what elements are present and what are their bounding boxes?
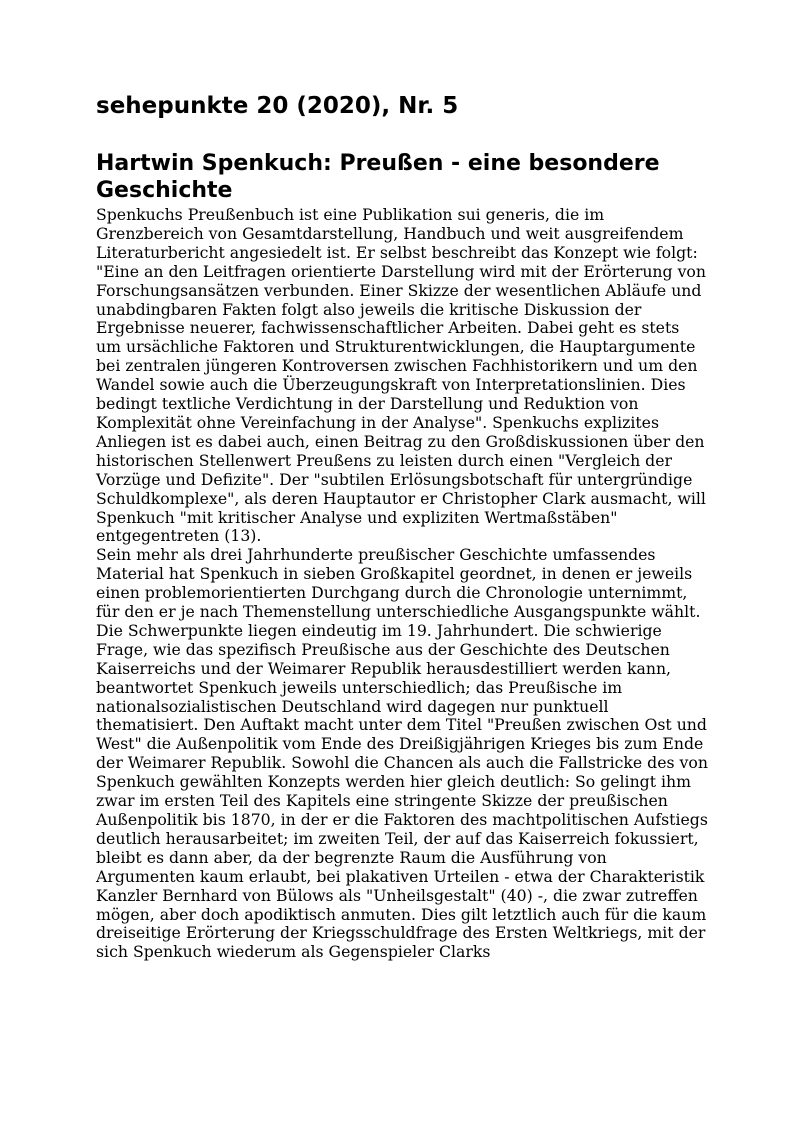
journal-issue-heading: sehepunkte 20 (2020), Nr. 5 [96,93,459,119]
article-title: Hartwin Spenkuch: Preußen - eine besondere Geschichte [96,151,660,203]
body-paragraph-1: Spenkuchs Preußenbuch ist eine Publikation sui generis, die im Grenzbereich von Gesamtdarstellung, Handbuch und weit ausgreifendem Literaturbericht angesiedelt ist. Er selbst beschreibt das Konzept wie folgt: "Eine an den Leitfragen orientierte Darstellung wird mit der Erörterung von Forschungsansätzen verbunden. Einer Skizze der wesentlichen Abläufe und unabdingbaren Fakten folgt also jeweils die kritische Diskussion der Ergebnisse neuerer, fachwissenschaftlicher Arbeiten. Dabei geht es stets um ursächliche Faktoren und Strukturentwicklungen, die Hauptargumente bei zentralen jüngeren Kontroversen zwischen Fachhistorikern und um den Wandel sowie auch die Überzeugungskraft von Interpretationslinien. Dies bedingt textliche Verdichtung in der Darstellung und Reduktion von Komplexität ohne Vereinfachung in der Analyse". Spenkuchs explizites Anliegen ist es dabei auch, einen Beitrag zu den Großdiskussionen über den historischen Stellenwert Preußens zu leisten durch einen "Vergleich der Vorzüge und Defizite". Der "subtilen Erlösungsbotschaft für untergründige Schuldkomplexe", als deren Hauptautor er Christopher Clark ausmacht, will Spenkuch "mit kritischer Analyse und expliziten Wertmaßstäben" entgegentreten (13). [96,205,706,546]
document-page [96,92,706,962]
body-paragraph-2: Sein mehr als drei Jahrhunderte preußischer Geschichte umfassendes Material hat Spenkuch in sieben Großkapitel geordnet, in denen er jeweils einen problemorientierten Durchgang durch die Chronologie unternimmt, für den er je nach Themenstellung unterschiedliche Ausgangspunkte wählt. Die Schwerpunkte liegen eindeutig im 19. Jahrhundert. Die schwierige Frage, wie das spezifisch Preußische aus der Geschichte des Deutschen Kaiserreichs und der Weimarer Republik herausdestilliert werden kann, beantwortet Spenkuch jeweils unterschiedlich; das Preußische im nationalsozialistischen Deutschland wird dagegen nur punktuell thematisiert. Den Auftakt macht unter dem Titel "Preußen zwischen Ost und West" die Außenpolitik vom Ende des Dreißigjährigen Krieges bis zum Ende der Weimarer Republik. Sowohl die Chancen als auch die Fallstricke des von Spenkuch gewählten Konzepts werden hier gleich deutlich: So gelingt ihm zwar im ersten Teil des Kapitels eine stringente Skizze der preußischen Außenpolitik bis 1870, in der er die Faktoren des machtpolitischen Aufstiegs deutlich herausarbeitet; im zweiten Teil, der auf das Kaiserreich fokussiert, bleibt es dann aber, da der begrenzte Raum die Ausführung von Argumenten kaum erlaubt, bei plakativen Urteilen - etwa der Charakteristik Kanzler Bernhard von Bülows als "Unheilsgestalt" (40) -, die zwar zutreffen mögen, aber doch apodiktisch anmuten. Dies gilt letztlich auch für die kaum dreiseitige Erörterung der Kriegsschuldfrage des Ersten Weltkriegs, mit der sich Spenkuch wiederum als Gegenspieler Clarks [96,545,708,962]
